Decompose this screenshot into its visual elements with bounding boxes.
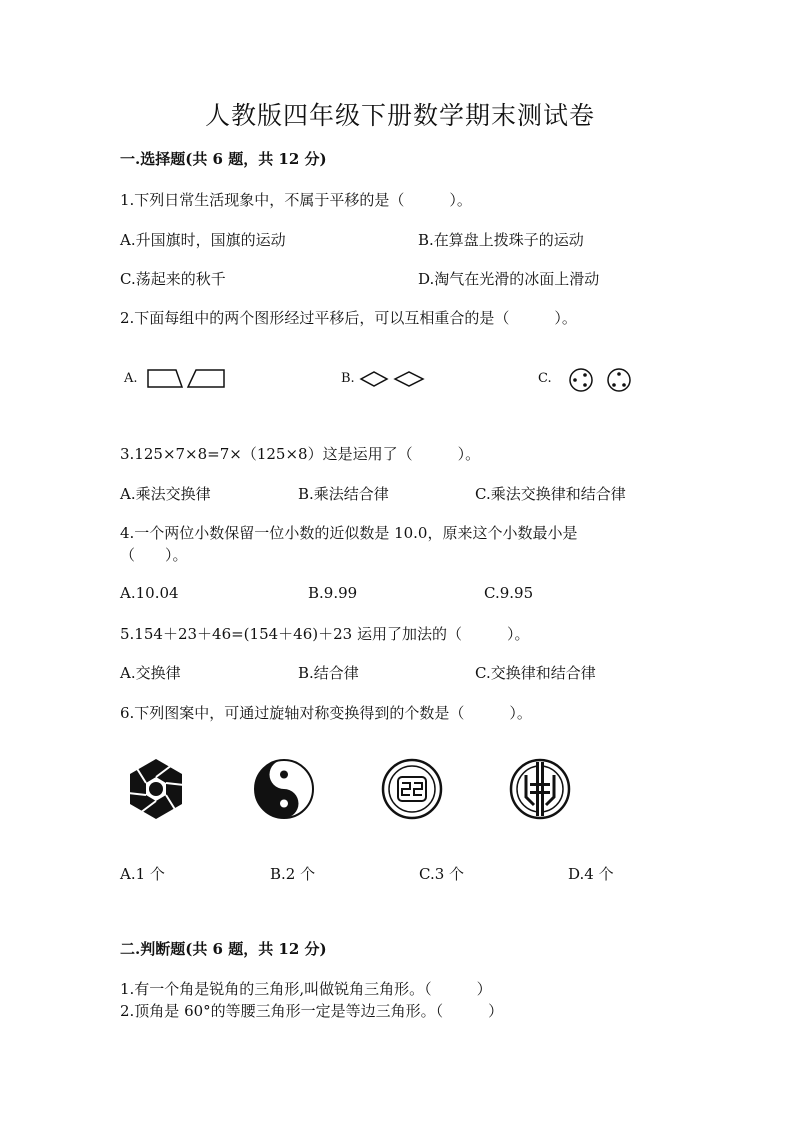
q5-option-c: C.交换律和结合律 — [475, 664, 596, 682]
judgment-question-2: 2.顶角是 60°的等腰三角形一定是等边三角形。（ ） — [120, 1002, 504, 1020]
q4-option-a: A.10.04 — [120, 584, 179, 602]
q1-option-d: D.淘气在光滑的冰面上滑动 — [418, 270, 600, 288]
bank-logo-figure — [508, 757, 572, 821]
question-6-text: 6.下列图案中，可通过旋轴对称变换得到的个数是（ ）。 — [120, 704, 532, 722]
section-heading-choice: 一.选择题(共 6 题，共 12 分) — [120, 150, 327, 168]
question-4-text-line2: （ ）。 — [120, 546, 188, 564]
q2-option-c: C. — [538, 371, 552, 386]
judgment-question-1: 1.有一个角是锐角的三角形,叫做锐角三角形。（ ） — [120, 980, 492, 998]
circle-pair-figure — [563, 367, 639, 393]
trapezoid-pair-figure — [146, 368, 228, 390]
yin-yang-figure — [252, 757, 316, 821]
rhombus-pair-figure — [359, 370, 425, 388]
question-3-text: 3.125×7×8=7×（125×8）这是运用了（ ）。 — [120, 445, 481, 463]
q1-option-b: B.在算盘上拨珠子的运动 — [418, 231, 584, 249]
hexagon-aperture-figure — [124, 757, 188, 821]
question-4-text-line1: 4.一个两位小数保留一位小数的近似数是 10.0，原来这个小数最小是 — [120, 524, 578, 542]
question-1-text: 1.下列日常生活现象中，不属于平移的是（ ）。 — [120, 191, 472, 209]
q4-option-c: C.9.95 — [484, 584, 534, 602]
q6-option-c: C.3 个 — [419, 865, 465, 883]
q3-option-b: B.乘法结合律 — [298, 485, 389, 503]
section-heading-judgment: 二.判断题(共 6 题，共 12 分) — [120, 940, 327, 958]
q6-option-a: A.1 个 — [120, 865, 165, 883]
coin-pattern-figure — [380, 757, 444, 821]
q5-option-a: A.交换律 — [120, 664, 181, 682]
q2-option-a: A. — [124, 371, 138, 386]
q5-option-b: B.结合律 — [298, 664, 359, 682]
q1-option-c: C.荡起来的秋千 — [120, 270, 226, 288]
question-5-text: 5.154＋23＋46=(154＋46)＋23 运用了加法的（ ）。 — [120, 625, 530, 643]
question-2-text: 2.下面每组中的两个图形经过平移后，可以互相重合的是（ ）。 — [120, 309, 577, 327]
q2-option-b: B. — [341, 371, 355, 386]
page-title: 人教版四年级下册数学期末测试卷 — [204, 101, 595, 130]
q6-option-b: B.2 个 — [270, 865, 316, 883]
q3-option-c: C.乘法交换律和结合律 — [475, 485, 626, 503]
q1-option-a: A.升国旗时，国旗的运动 — [120, 231, 286, 249]
q4-option-b: B.9.99 — [308, 584, 358, 602]
q3-option-a: A.乘法交换律 — [120, 485, 211, 503]
q6-option-d: D.4 个 — [568, 865, 614, 883]
